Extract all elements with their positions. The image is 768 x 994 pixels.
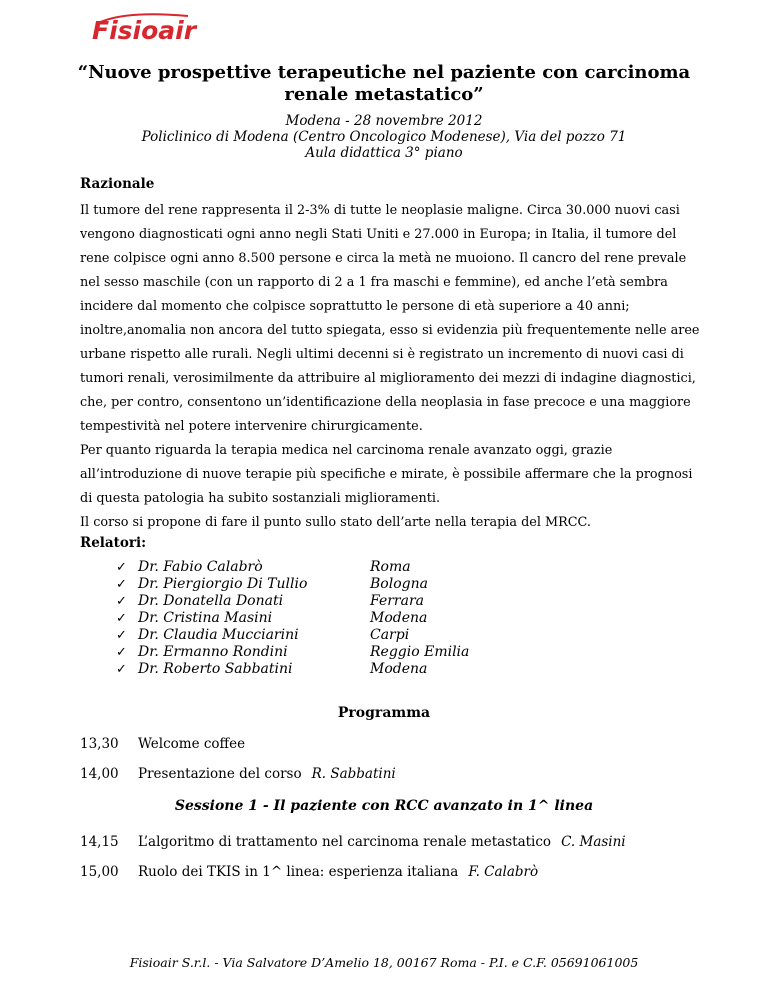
speaker-name: Dr. Piergiorgio Di Tullio xyxy=(138,576,308,592)
page-footer: Fisioair S.r.l. - Via Salvatore D’Amelio 18, 00167 Roma - P.I. e C.F. 05691061005 xyxy=(129,955,639,970)
speaker-name: Dr. Fabio Calabrò xyxy=(138,559,263,575)
program-time: 14,15 xyxy=(80,834,119,850)
program-topic: L’algoritmo di trattamento nel carcinoma renale metastatico xyxy=(138,834,552,850)
fisioair-logo xyxy=(92,10,197,50)
program-topic: Ruolo dei TKIS in 1^ linea: esperienza italiana xyxy=(138,864,459,880)
event-room: Aula didattica 3° piano xyxy=(305,145,463,161)
razionale-paragraph-2: Per quanto riguarda la terapia medica nel carcinoma renale avanzato oggi, grazie all’introduzione di nuove terapie più specifiche e mirate, è possibile affermare che la prognosi di questa patologia ha subito sostanziali miglioramenti. xyxy=(80,443,693,506)
relatori-heading: Relatori: xyxy=(80,535,147,551)
speaker-city: Ferrara xyxy=(370,593,425,609)
razionale-body xyxy=(80,199,700,535)
program-speaker: F. Calabrò xyxy=(468,864,539,880)
speaker-name: Dr. Ermanno Rondini xyxy=(138,644,288,660)
speaker-city: Modena xyxy=(370,661,428,677)
program-speaker: R. Sabbatini xyxy=(311,766,396,782)
razionale-heading: Razionale xyxy=(80,176,155,192)
program-row xyxy=(80,834,626,850)
program-row xyxy=(80,766,396,782)
speaker-name: Dr. Roberto Sabbatini xyxy=(138,661,293,677)
speaker-city: Carpi xyxy=(370,627,410,643)
event-date: Modena - 28 novembre 2012 xyxy=(285,113,483,129)
program-time: 14,00 xyxy=(80,766,119,782)
program-row xyxy=(80,864,538,880)
checkmark-icon: ✓ xyxy=(116,577,127,592)
checkmark-icon: ✓ xyxy=(116,594,127,609)
program-topic: Welcome coffee xyxy=(138,736,246,752)
checkmark-icon: ✓ xyxy=(116,560,127,575)
programma-heading: Programma xyxy=(337,705,431,721)
razionale-paragraph-1: Il tumore del rene rappresenta il 2-3% di tutte le neoplasie maligne. Circa 30.000 nuovi casi vengono diagnosticati ogni anno negli Stati Uniti e 27.000 in Europa; in Italia, il tumore del rene colpisce ogni anno 8.500 persone e circa la metà ne muoiono. Il cancro del rene prevale nel sesso maschile (con un rapporto di 2 a 1 fra maschi e femmine), ed anche l’età sembra incidere dal momento che colpisce soprattutto le persone di età superiore a 40 anni; inoltre,anomalia non ancora del tutto spiegata, esso si evidenzia più frequentemente nelle aree urbane rispetto alle rurali. Negli ultimi decenni si è registrato un incremento di nuovi casi di tumori renali, verosimilmente da attribuire al miglioramento dei mezzi di indagine diagnostici, che, per contro, consentono un’identificazione della neoplasia in fase precoce e una maggiore tempestività nel potere intervenire chirurgicamente. xyxy=(80,203,700,434)
speaker-name: Dr. Donatella Donati xyxy=(138,593,284,609)
session-title: Sessione 1 - Il paziente con RCC avanzato in 1^ linea xyxy=(174,798,594,814)
speaker-city: Reggio Emilia xyxy=(370,644,470,660)
logo-text: Fisioair xyxy=(92,16,197,45)
speaker-city: Roma xyxy=(370,559,411,575)
program-time: 15,00 xyxy=(80,864,119,880)
checkmark-icon: ✓ xyxy=(116,662,127,677)
event-info xyxy=(90,113,678,161)
checkmark-icon: ✓ xyxy=(116,611,127,626)
speaker-name: Dr. Cristina Masini xyxy=(138,610,273,626)
checkmark-icon: ✓ xyxy=(116,645,127,660)
checkmark-icon: ✓ xyxy=(116,628,127,643)
document-title: “Nuove prospettive terapeutiche nel paziente con carcinoma renale metastatico” xyxy=(77,62,691,105)
speaker-city: Modena xyxy=(370,610,428,626)
program-time: 13,30 xyxy=(80,736,119,752)
speaker-name: Dr. Claudia Mucciarini xyxy=(138,627,299,643)
program-speaker: C. Masini xyxy=(561,834,626,850)
razionale-paragraph-3: Il corso si propone di fare il punto sullo stato dell’arte nella terapia del MRCC. xyxy=(80,515,591,530)
event-venue: Policlinico di Modena (Centro Oncologico Modenese), Via del pozzo 71 xyxy=(141,129,627,145)
program-row xyxy=(80,736,245,752)
speaker-city: Bologna xyxy=(370,576,428,592)
program-topic: Presentazione del corso xyxy=(138,766,302,782)
